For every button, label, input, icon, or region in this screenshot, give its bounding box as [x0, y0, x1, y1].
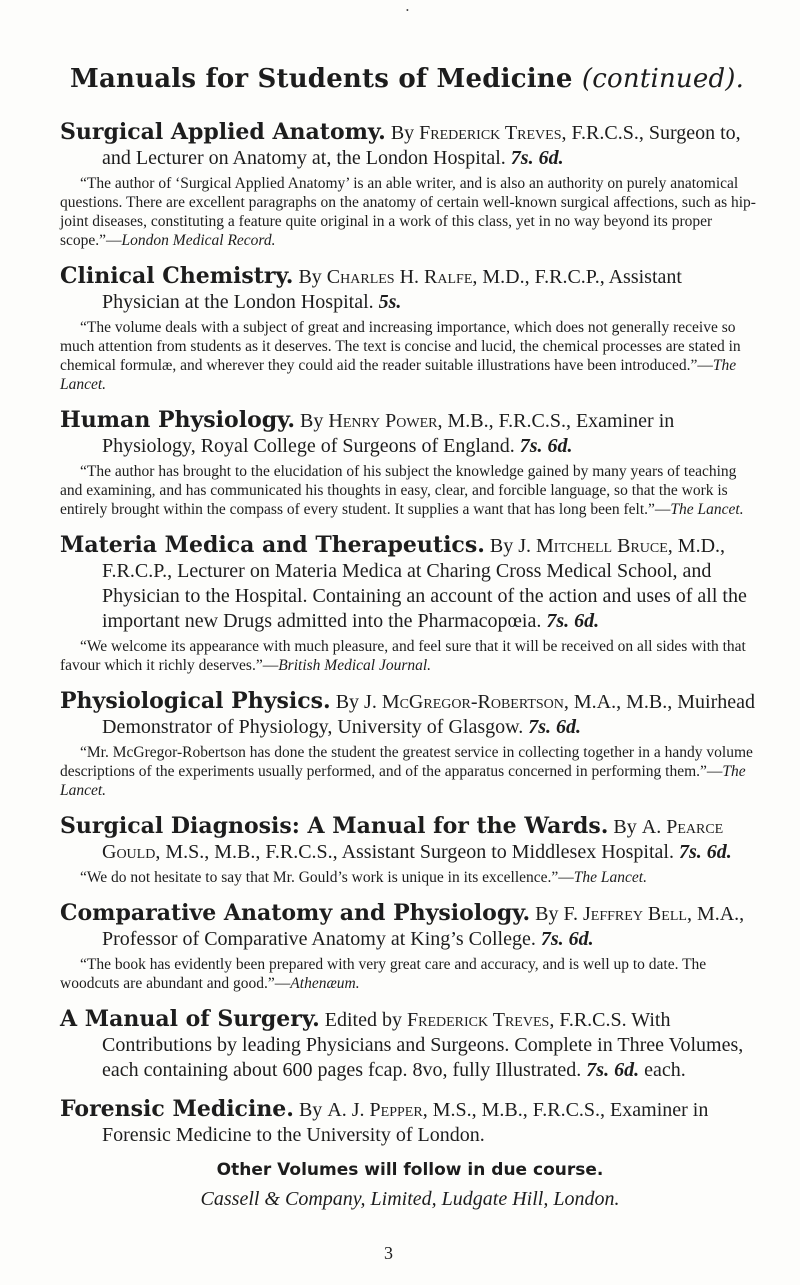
- entry-heading: [60, 408, 760, 459]
- header-continued: (continued).: [581, 64, 745, 94]
- entry-details: , F.R.C.S. With Contributions by leading Physicians and Surgeons. Complete in Three Volumes, each containing about 600 pages fcap. 8vo, fully Illustrated.: [102, 1009, 744, 1081]
- entry-comparative-anatomy: [60, 901, 760, 993]
- entry-title: Comparative Anatomy and Physiology.: [60, 900, 531, 926]
- entry-physiological-physics: [60, 689, 760, 800]
- entry-by: By: [613, 816, 637, 838]
- review-source: Athenæum.: [290, 975, 360, 992]
- entry-heading: [60, 533, 760, 634]
- entry-review: [60, 743, 760, 800]
- entry-heading: [60, 1097, 760, 1148]
- review-source: British Medical Journal.: [278, 657, 432, 674]
- entry-author: Frederick Treves: [419, 122, 562, 144]
- entry-heading: [60, 264, 760, 315]
- entry-review: [60, 174, 760, 250]
- entry-details: , M.B., F.R.C.S., Examiner in Physiology, Royal College of Surgeons of England.: [102, 410, 675, 457]
- entry-details: , M.D., F.R.C.P., Lecturer on Materia Medica at Charing Cross Medical School, and Physician to the Hospital. Containing an account of the action and uses of all the important new Drugs admitted into the Pharmacopœia.: [102, 535, 747, 632]
- entry-review: [60, 462, 760, 519]
- entry-by: By: [535, 903, 559, 925]
- review-text: “We do not hesitate to say that Mr. Gould’s work is unique in its excellence.”—: [80, 869, 574, 886]
- entry-price: 7s. 6d.: [678, 841, 732, 863]
- review-text: “The book has evidently been prepared with very great care and accuracy, and is well up to date. The woodcuts are abundant and good.”—: [60, 956, 707, 992]
- entry-details: , M.S., M.B., F.R.C.S., Assistant Surgeon to Middlesex Hospital.: [155, 841, 674, 863]
- review-text: “The author has brought to the elucidation of his subject the knowledge gained by many years of teaching and examining, and has communicated his thoughts in easy, clear, and forcible language, so that the work is entirely brought within the compass of every student. It supplies a want that has long been felt.”—: [60, 463, 737, 518]
- entry-review: [60, 868, 760, 887]
- entry-price: 7s. 6d.: [528, 716, 582, 738]
- publisher-line: Cassell & Company, Limited, Ludgate Hill, London.: [200, 1188, 620, 1210]
- entry-by: By: [489, 535, 514, 557]
- entry-details: , M.D., F.R.C.P., Assistant Physician at the London Hospital.: [102, 266, 682, 313]
- review-text: “The volume deals with a subject of great and increasing importance, which does not generally receive so much attention from students as it deserves. The text is concise and lucid, the chemical processes are stated in chemical formulæ, and wherever they could aid the reader suitable illustrations have been introduced.”—: [60, 319, 741, 374]
- entry-price: 7s. 6d.: [540, 928, 594, 950]
- page-header: [70, 64, 760, 94]
- entry-heading: [60, 120, 760, 171]
- entry-title: Human Physiology.: [60, 407, 296, 433]
- entry-author: J. Mitchell Bruce: [518, 535, 668, 557]
- review-source: The Lancet.: [60, 357, 737, 393]
- entry-heading: [60, 901, 760, 952]
- entry-title: Physiological Physics.: [60, 688, 331, 714]
- entry-manual-of-surgery: [60, 1007, 760, 1083]
- entry-price: 5s.: [378, 291, 402, 313]
- entry-author: Charles H. Ralfe: [326, 266, 473, 288]
- entry-price: 7s. 6d.: [510, 147, 564, 169]
- entry-review: [60, 637, 760, 675]
- entry-review: [60, 318, 760, 394]
- entry-forensic-medicine: [60, 1097, 760, 1148]
- entry-review: [60, 955, 760, 993]
- entry-by: By: [298, 266, 322, 288]
- entry-price: 7s. 6d.: [586, 1059, 640, 1081]
- entry-title: Clinical Chemistry.: [60, 263, 294, 289]
- entry-by: Edited by: [324, 1009, 402, 1031]
- footer-note: Other Volumes will follow in due course.: [216, 1160, 604, 1180]
- entry-by: By: [300, 410, 324, 432]
- entry-by: By: [335, 691, 360, 713]
- entry-author: F. Jeffrey Bell: [563, 903, 687, 925]
- entry-title: Surgical Diagnosis: A Manual for the Wards.: [60, 813, 609, 839]
- entry-author: J. McGregor-Robertson: [364, 691, 564, 713]
- review-source: The Lancet.: [60, 763, 746, 799]
- review-text: “We welcome its appearance with much pleasure, and feel sure that it will be received on all sides with that favour which it richly deserves.”—: [60, 638, 746, 674]
- entry-author: A. Pearce Gould: [102, 816, 724, 863]
- entry-heading: [60, 689, 760, 740]
- entry-materia-medica: [60, 533, 760, 675]
- top-mark: •: [406, 6, 409, 15]
- entry-details: , M.A., M.B., Muirhead Demonstrator of Physiology, University of Glasgow.: [102, 691, 755, 738]
- entry-price: 7s. 6d.: [519, 435, 573, 457]
- entry-heading: [60, 1007, 760, 1083]
- page-number: 3: [384, 1243, 393, 1263]
- entry-title: Materia Medica and Therapeutics.: [60, 532, 485, 558]
- entry-clinical-chemistry: [60, 264, 760, 394]
- entry-by: By: [390, 122, 415, 144]
- review-source: The Lancet.: [573, 869, 647, 886]
- entry-by: By: [298, 1099, 323, 1121]
- entry-title: Surgical Applied Anatomy.: [60, 119, 386, 145]
- entry-author: Frederick Treves: [406, 1009, 550, 1031]
- entry-title: Forensic Medicine.: [60, 1096, 294, 1122]
- entry-price-suffix: each.: [639, 1059, 686, 1081]
- entry-details: , M.S., M.B., F.R.C.S., Examiner in Forensic Medicine to the University of London.: [102, 1099, 709, 1146]
- entry-surgical-applied-anatomy: [60, 120, 760, 250]
- entry-price: 7s. 6d.: [546, 610, 600, 632]
- entry-heading: [60, 814, 760, 865]
- entry-human-physiology: [60, 408, 760, 519]
- review-source: London Medical Record.: [121, 232, 276, 249]
- review-text: “Mr. McGregor-Robertson has done the student the greatest service in collecting together in a handy volume descriptions of the experiments usually performed, and of the apparatus concerned in performing them.”—: [60, 744, 753, 780]
- entry-title: A Manual of Surgery.: [60, 1006, 320, 1032]
- entry-author: A. J. Pepper: [327, 1099, 423, 1121]
- review-source: The Lancet.: [670, 501, 744, 518]
- entry-details: , M.A., Professor of Comparative Anatomy at King’s College.: [102, 903, 745, 950]
- review-text: “The author of ‘Surgical Applied Anatomy’ is an able writer, and is also an authority on purely anatomical questions. There are excellent paragraphs on the anatomy of certain well-known surgical affections, such as hip-joint diseases, constituting a feature quite original in a work of this class, yet in no way beyond its proper scope.”—: [60, 175, 756, 249]
- entry-surgical-diagnosis: [60, 814, 760, 887]
- entry-author: Henry Power: [328, 410, 438, 432]
- header-title: Manuals for Students of Medicine: [70, 64, 573, 94]
- entry-details: , F.R.C.S., Surgeon to, and Lecturer on Anatomy at, the London Hospital.: [102, 122, 741, 169]
